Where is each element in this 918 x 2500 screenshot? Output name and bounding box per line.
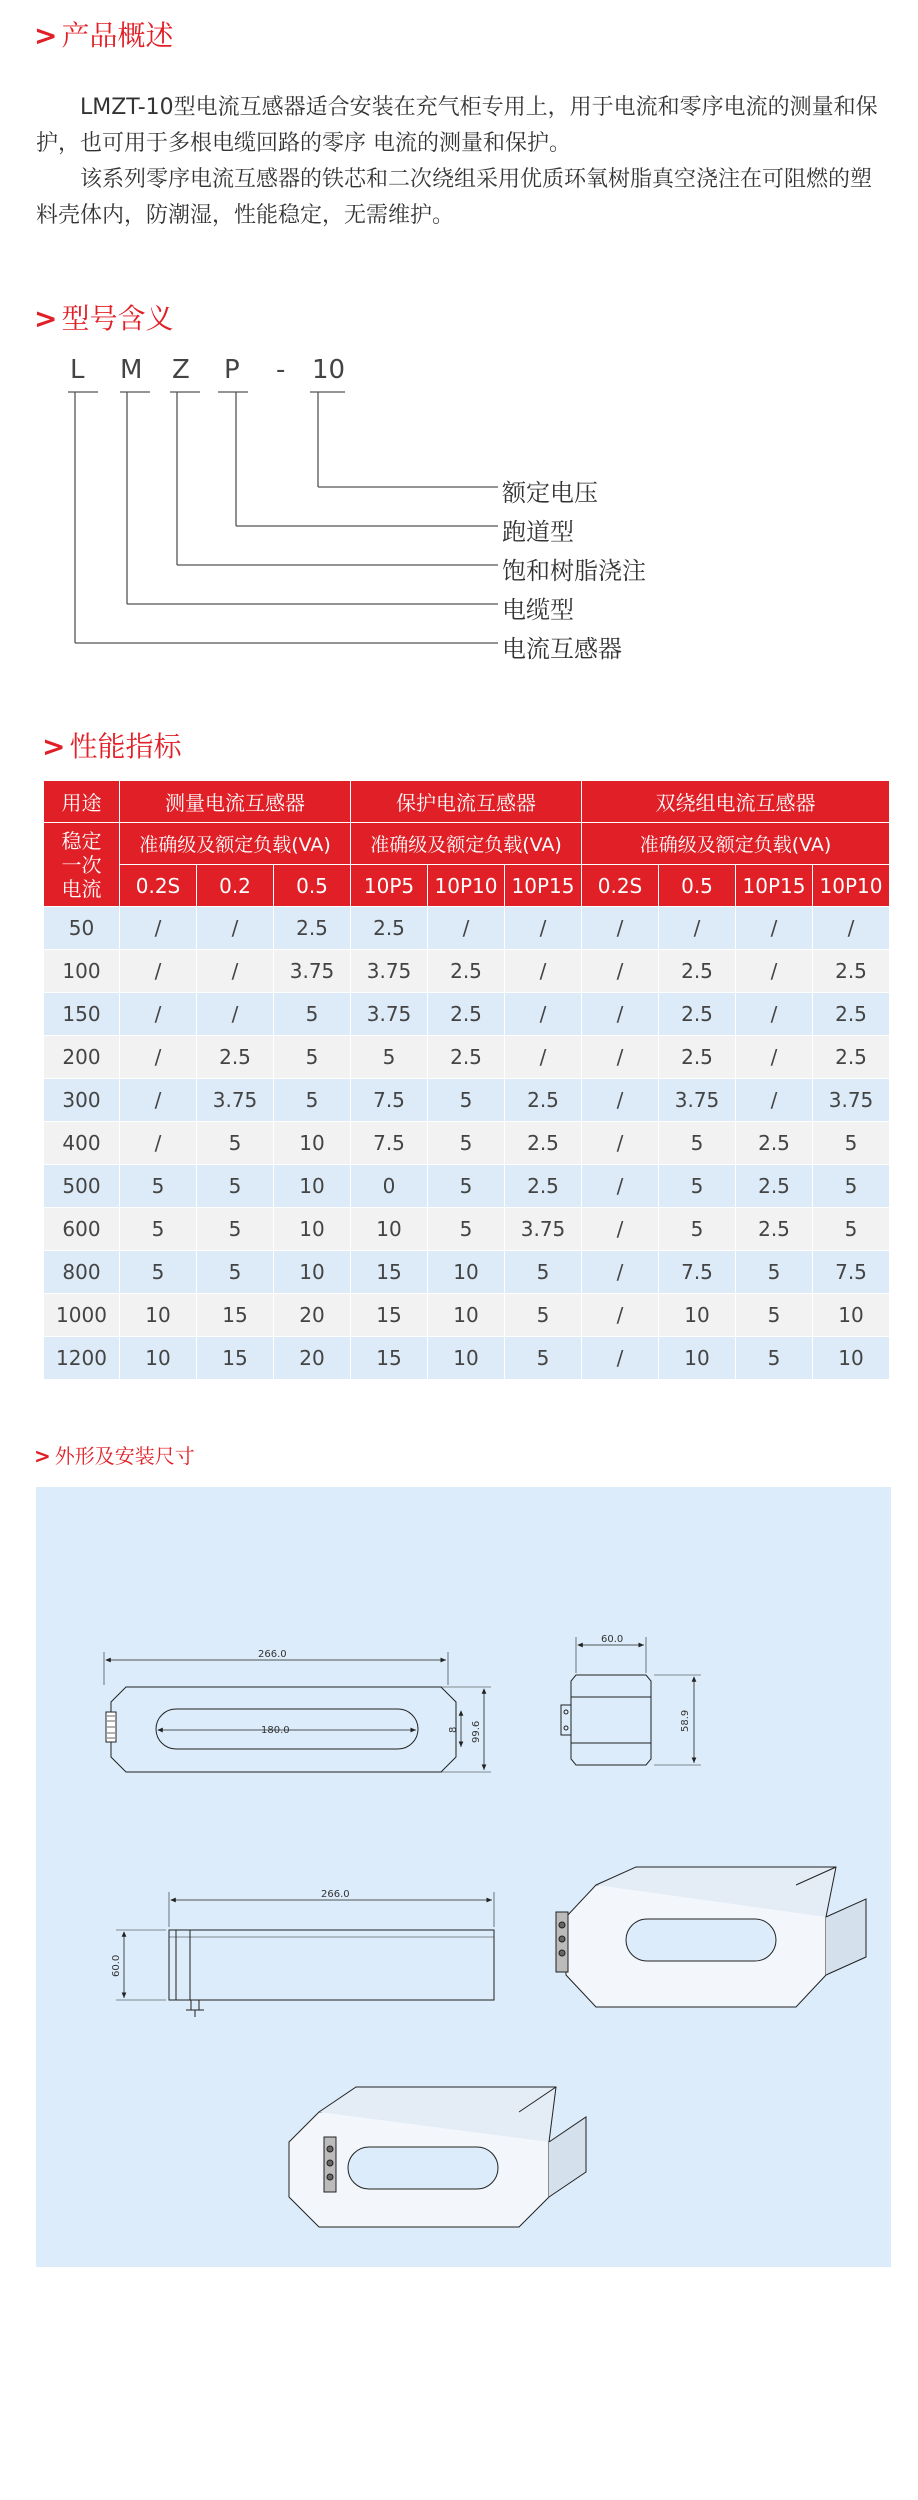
dim-top-slot: 180.0 bbox=[261, 1725, 290, 1736]
table-row bbox=[44, 1251, 890, 1294]
table-row bbox=[44, 1165, 890, 1208]
rated-current-cell: 800 bbox=[44, 1251, 120, 1294]
table-cell: 5 bbox=[813, 1208, 890, 1251]
dim-side-height: 58.9 bbox=[680, 1709, 691, 1732]
table-cell: 10 bbox=[813, 1337, 890, 1380]
chevron-right-icon: > bbox=[34, 302, 58, 335]
table-cell: 2.5 bbox=[736, 1208, 813, 1251]
model-letter-z: Z bbox=[172, 355, 190, 385]
table-row bbox=[44, 993, 890, 1036]
column-header: 10P5 bbox=[351, 865, 428, 907]
table-cell: 2.5 bbox=[505, 1122, 582, 1165]
table-cell: 2.5 bbox=[659, 993, 736, 1036]
table-cell: 7.5 bbox=[813, 1251, 890, 1294]
performance-table bbox=[43, 780, 890, 1380]
table-cell: 5 bbox=[428, 1122, 505, 1165]
table-cell: / bbox=[582, 1122, 659, 1165]
rated-current-cell: 150 bbox=[44, 993, 120, 1036]
rated-current-cell: 200 bbox=[44, 1036, 120, 1079]
table-cell: / bbox=[582, 950, 659, 993]
intro-paragraph-2: 该系列零序电流互感器的铁芯和二次绕组采用优质环氧树脂真空浇注在可阻燃的塑料壳体内，防潮湿，性能稳定，无需维护。 bbox=[36, 167, 873, 228]
table-cell: 7.5 bbox=[351, 1122, 428, 1165]
model-letter-l: L bbox=[70, 355, 85, 385]
dim-side-width: 60.0 bbox=[601, 1634, 624, 1645]
table-cell: 5 bbox=[505, 1294, 582, 1337]
section-title-dimensions: > 外形及安装尺寸 bbox=[34, 1444, 195, 1468]
table-cell: / bbox=[120, 1036, 197, 1079]
isometric-view-bottom bbox=[289, 2087, 586, 2227]
model-code-lines bbox=[0, 355, 918, 675]
dim-top-length: 266.0 bbox=[258, 1649, 287, 1660]
table-cell: 5 bbox=[736, 1294, 813, 1337]
intro-text bbox=[36, 90, 886, 234]
table-cell: 5 bbox=[659, 1208, 736, 1251]
table-cell: 10 bbox=[428, 1251, 505, 1294]
table-cell: 20 bbox=[274, 1294, 351, 1337]
table-cell: 5 bbox=[428, 1165, 505, 1208]
table-cell: 5 bbox=[505, 1251, 582, 1294]
table-cell: 3.75 bbox=[197, 1079, 274, 1122]
table-cell: 2.5 bbox=[736, 1165, 813, 1208]
table-cell: 3.75 bbox=[274, 950, 351, 993]
table-row bbox=[44, 1294, 890, 1337]
rated-current-cell: 600 bbox=[44, 1208, 120, 1251]
column-header: 0.5 bbox=[274, 865, 351, 907]
table-cell: 5 bbox=[736, 1251, 813, 1294]
table-cell: 10 bbox=[351, 1208, 428, 1251]
model-letter-m: M bbox=[120, 355, 143, 385]
performance-table-body bbox=[44, 907, 890, 1380]
rated-current-cell: 1000 bbox=[44, 1294, 120, 1337]
table-cell: 5 bbox=[197, 1251, 274, 1294]
table-cell: 2.5 bbox=[736, 1122, 813, 1165]
table-cell: 10 bbox=[120, 1337, 197, 1380]
table-cell: / bbox=[736, 1036, 813, 1079]
side-view-drawing bbox=[561, 1637, 701, 1765]
table-cell: 10 bbox=[274, 1122, 351, 1165]
rated-current-cell: 500 bbox=[44, 1165, 120, 1208]
dim-top-height: 99.6 bbox=[471, 1720, 482, 1743]
column-header: 10P10 bbox=[428, 865, 505, 907]
table-cell: 10 bbox=[659, 1294, 736, 1337]
table-cell: 15 bbox=[351, 1294, 428, 1337]
table-cell: 2.5 bbox=[505, 1079, 582, 1122]
table-cell: 3.75 bbox=[659, 1079, 736, 1122]
table-cell: 5 bbox=[428, 1208, 505, 1251]
meaning-cable-type: 电缆型 bbox=[502, 596, 574, 624]
table-cell: 7.5 bbox=[659, 1251, 736, 1294]
header-sub-protect: 准确级及额定负载(VA) bbox=[351, 823, 582, 865]
table-cell: 2.5 bbox=[428, 1036, 505, 1079]
table-cell: / bbox=[582, 1165, 659, 1208]
table-cell: 5 bbox=[274, 1079, 351, 1122]
table-row bbox=[44, 1337, 890, 1380]
table-cell: 0 bbox=[351, 1165, 428, 1208]
table-cell: / bbox=[120, 907, 197, 950]
table-cell: 10 bbox=[274, 1251, 351, 1294]
dim-front-length: 266.0 bbox=[321, 1889, 350, 1900]
dim-top-slot-height: 8 bbox=[448, 1726, 459, 1733]
table-cell: 5 bbox=[120, 1251, 197, 1294]
chevron-right-icon: > bbox=[42, 730, 66, 763]
table-cell: 5 bbox=[813, 1165, 890, 1208]
table-cell: 5 bbox=[120, 1208, 197, 1251]
table-cell: 10 bbox=[659, 1337, 736, 1380]
model-code-diagram bbox=[0, 355, 918, 675]
table-row bbox=[44, 1036, 890, 1079]
table-cell: 2.5 bbox=[351, 907, 428, 950]
meaning-resin-cast: 饱和树脂浇注 bbox=[502, 557, 646, 585]
model-letter-p: P bbox=[224, 355, 240, 385]
table-cell: 2.5 bbox=[813, 993, 890, 1036]
table-cell: 5 bbox=[736, 1337, 813, 1380]
section-title-overview: > 产品概述 bbox=[34, 19, 174, 52]
table-cell: / bbox=[582, 1251, 659, 1294]
table-row bbox=[44, 1122, 890, 1165]
section-title-performance: > 性能指标 bbox=[42, 730, 182, 763]
table-cell: 5 bbox=[659, 1165, 736, 1208]
table-cell: / bbox=[120, 950, 197, 993]
table-cell: / bbox=[120, 1079, 197, 1122]
table-cell: 2.5 bbox=[813, 1036, 890, 1079]
table-cell: 3.75 bbox=[351, 950, 428, 993]
header-rated-current: 稳定一次电流 bbox=[44, 823, 120, 907]
table-cell: 5 bbox=[120, 1165, 197, 1208]
header-use: 用途 bbox=[44, 781, 120, 823]
table-cell: / bbox=[120, 1122, 197, 1165]
table-cell: 5 bbox=[813, 1122, 890, 1165]
column-header: 0.2 bbox=[197, 865, 274, 907]
table-cell: / bbox=[659, 907, 736, 950]
intro-paragraph-1: LMZT-10型电流互感器适合安装在充气柜专用上，用于电流和零序电流的测量和保护，也可用于多根电缆回路的零序 电流的测量和保护。 bbox=[36, 95, 878, 156]
table-row bbox=[44, 1208, 890, 1251]
table-cell: 3.75 bbox=[813, 1079, 890, 1122]
rated-current-cell: 400 bbox=[44, 1122, 120, 1165]
table-cell: / bbox=[582, 1036, 659, 1079]
table-cell: 5 bbox=[351, 1036, 428, 1079]
table-cell: 15 bbox=[351, 1337, 428, 1380]
table-cell: 10 bbox=[120, 1294, 197, 1337]
table-cell: / bbox=[736, 907, 813, 950]
column-header: 0.2S bbox=[582, 865, 659, 907]
table-row bbox=[44, 950, 890, 993]
dimension-drawings bbox=[36, 1487, 891, 2267]
header-group-measure: 测量电流互感器 bbox=[120, 781, 351, 823]
chevron-right-icon: > bbox=[34, 1444, 51, 1468]
table-cell: / bbox=[428, 907, 505, 950]
table-cell: 5 bbox=[197, 1122, 274, 1165]
table-cell: 3.75 bbox=[505, 1208, 582, 1251]
rated-current-cell: 300 bbox=[44, 1079, 120, 1122]
dim-front-height: 60.0 bbox=[111, 1954, 122, 1977]
column-header: 10P10 bbox=[813, 865, 890, 907]
table-cell: 2.5 bbox=[428, 993, 505, 1036]
table-cell: / bbox=[582, 1079, 659, 1122]
table-cell: 10 bbox=[274, 1165, 351, 1208]
table-cell: 15 bbox=[351, 1251, 428, 1294]
column-header: 0.2S bbox=[120, 865, 197, 907]
table-cell: / bbox=[582, 1294, 659, 1337]
column-header: 10P15 bbox=[505, 865, 582, 907]
table-cell: 2.5 bbox=[197, 1036, 274, 1079]
table-cell: 3.75 bbox=[351, 993, 428, 1036]
table-cell: 2.5 bbox=[659, 1036, 736, 1079]
table-cell: 7.5 bbox=[351, 1079, 428, 1122]
table-cell: / bbox=[736, 993, 813, 1036]
table-cell: 15 bbox=[197, 1294, 274, 1337]
table-cell: / bbox=[505, 1036, 582, 1079]
table-cell: 2.5 bbox=[659, 950, 736, 993]
header-group-dual: 双绕组电流互感器 bbox=[582, 781, 890, 823]
column-header: 0.5 bbox=[659, 865, 736, 907]
table-cell: / bbox=[736, 950, 813, 993]
table-cell: 20 bbox=[274, 1337, 351, 1380]
table-cell: / bbox=[505, 950, 582, 993]
table-cell: 5 bbox=[274, 1036, 351, 1079]
table-cell: / bbox=[120, 993, 197, 1036]
table-cell: 10 bbox=[274, 1208, 351, 1251]
table-cell: / bbox=[505, 993, 582, 1036]
rated-current-cell: 50 bbox=[44, 907, 120, 950]
table-cell: 2.5 bbox=[274, 907, 351, 950]
table-cell: 2.5 bbox=[813, 950, 890, 993]
dimension-drawings-svg bbox=[36, 1487, 891, 2267]
table-cell: 2.5 bbox=[428, 950, 505, 993]
table-cell: / bbox=[736, 1079, 813, 1122]
model-letter-10: 10 bbox=[312, 355, 346, 385]
header-sub-measure: 准确级及额定负载(VA) bbox=[120, 823, 351, 865]
table-cell: 5 bbox=[197, 1165, 274, 1208]
table-cell: 5 bbox=[274, 993, 351, 1036]
table-cell: 5 bbox=[659, 1122, 736, 1165]
table-cell: 10 bbox=[428, 1294, 505, 1337]
table-cell: 2.5 bbox=[505, 1165, 582, 1208]
table-row bbox=[44, 1079, 890, 1122]
table-row bbox=[44, 907, 890, 950]
table-cell: 10 bbox=[428, 1337, 505, 1380]
table-cell: 5 bbox=[428, 1079, 505, 1122]
top-view-drawing bbox=[104, 1652, 491, 1772]
table-cell: 5 bbox=[505, 1337, 582, 1380]
rated-current-cell: 100 bbox=[44, 950, 120, 993]
table-cell: / bbox=[197, 907, 274, 950]
table-cell: 5 bbox=[197, 1208, 274, 1251]
meaning-racetrack: 跑道型 bbox=[502, 518, 574, 546]
meaning-rated-voltage: 额定电压 bbox=[502, 479, 598, 507]
rated-current-cell: 1200 bbox=[44, 1337, 120, 1380]
table-cell: / bbox=[582, 907, 659, 950]
table-cell: / bbox=[582, 993, 659, 1036]
section-title-model: > 型号含义 bbox=[34, 302, 174, 335]
table-cell: / bbox=[197, 993, 274, 1036]
meaning-current-transformer: 电流互感器 bbox=[502, 635, 622, 663]
model-letter-dash: - bbox=[276, 355, 286, 385]
table-cell: / bbox=[197, 950, 274, 993]
table-cell: / bbox=[505, 907, 582, 950]
table-cell: / bbox=[582, 1337, 659, 1380]
table-cell: 15 bbox=[197, 1337, 274, 1380]
header-sub-dual: 准确级及额定负载(VA) bbox=[582, 823, 890, 865]
table-cell: / bbox=[813, 907, 890, 950]
isometric-view-right bbox=[556, 1867, 866, 2007]
chevron-right-icon: > bbox=[34, 19, 58, 52]
table-cell: / bbox=[582, 1208, 659, 1251]
column-header: 10P15 bbox=[736, 865, 813, 907]
front-view-drawing bbox=[116, 1892, 494, 2017]
header-group-protect: 保护电流互感器 bbox=[351, 781, 582, 823]
table-cell: 10 bbox=[813, 1294, 890, 1337]
